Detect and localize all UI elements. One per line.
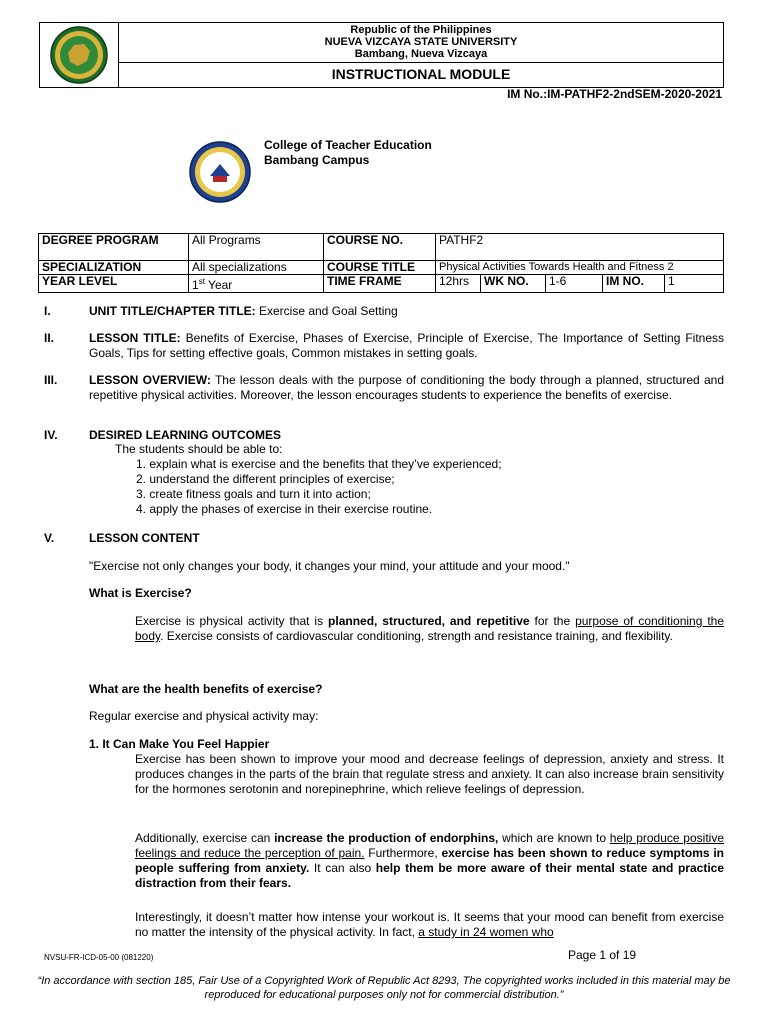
- form-code: NVSU-FR-ICD-05-00 (081220): [44, 953, 154, 962]
- university-name: NUEVA VIZCAYA STATE UNIVERSITY: [324, 36, 518, 48]
- text-span: Exercise is physical activity that is: [135, 614, 329, 628]
- degree-label: DEGREE PROGRAM: [39, 234, 189, 261]
- section-number: I.: [44, 304, 51, 318]
- lesson-title-text: Benefits of Exercise, Phases of Exercise, Principle of Exercise, The Importance of Setting Fitness Goals, Tips for setting effective goals, Common mistakes in setting goals.: [89, 331, 724, 360]
- week-number-label: WK NO.: [481, 275, 546, 293]
- text-span: Interestingly, it doesn’t matter how intense your workout is. It seems that your mood can benefit from exercise no matter the intensity of the physical activity. In fact,: [135, 910, 724, 939]
- what-is-exercise-heading: What is Exercise?: [89, 586, 192, 600]
- learning-outcomes-heading: DESIRED LEARNING OUTCOMES: [89, 428, 282, 442]
- im-number: IM No.:IM-PATHF2-2ndSEM-2020-2021: [507, 87, 722, 101]
- bold-span: increase the production of endorphins,: [274, 831, 499, 845]
- text-span: Furthermore,: [364, 846, 442, 860]
- college-name: College of Teacher Education: [264, 138, 432, 152]
- im-no-label: IM NO.: [603, 275, 665, 293]
- year-level-label: YEAR LEVEL: [39, 275, 189, 293]
- copyright-disclaimer: “In accordance with section 185, Fair Use of a Copyrighted Work of Republic Act 8293, The copyrighted works included in this material may be reproduced for educational purposes only not for commercial distribution.”: [37, 975, 731, 1001]
- text-span: for the: [529, 614, 576, 628]
- year-number: 1: [192, 278, 199, 292]
- document-header: [39, 22, 724, 88]
- college-block: [264, 138, 432, 168]
- health-benefits-heading: What are the health benefits of exercise?: [89, 682, 323, 696]
- time-frame-label: TIME FRAME: [324, 275, 436, 293]
- underlined-span: a study in 24 women who: [418, 925, 554, 939]
- underlined-span: help produce positive feelings and reduce the perception of pain.: [135, 831, 724, 860]
- specialization-label: SPECIALIZATION: [39, 261, 189, 275]
- text-span: Additionally, exercise can: [135, 831, 275, 845]
- year-word: Year: [204, 278, 233, 292]
- text-span: which are known to: [498, 831, 610, 845]
- bold-span: exercise has been shown to reduce symptoms in people suffering from anxiety.: [135, 846, 724, 875]
- time-frame-value: 12hrs: [436, 275, 481, 293]
- unit-title-label: UNIT TITLE/CHAPTER TITLE:: [89, 304, 256, 318]
- lesson-title: [89, 331, 724, 361]
- course-info-table: [38, 233, 724, 293]
- im-no-value: 1: [665, 275, 724, 293]
- exercise-definition: [135, 614, 724, 644]
- benefit-paragraph: Exercise has been shown to improve your mood and decrease feelings of depression, anxiety and stress. It produces changes in the parts of the brain that regulate stress and anxiety. It can also increase brain sensitivity for the hormones serotonin and norepinephrine, which relieve feelings of depression.: [135, 752, 724, 796]
- table-row: [39, 261, 724, 275]
- unit-title: [89, 304, 724, 319]
- lesson-title-label: LESSON TITLE:: [89, 331, 181, 345]
- module-title: INSTRUCTIONAL MODULE: [119, 62, 723, 88]
- list-item: 4. apply the phases of exercise in their exercise routine.: [136, 502, 433, 516]
- benefit-paragraph: [135, 910, 724, 940]
- college-seal-icon: [180, 140, 260, 204]
- header-institution-block: [119, 23, 723, 62]
- lesson-overview: [89, 373, 724, 403]
- list-item: 1. explain what is exercise and the benefits that they’ve experienced;: [136, 457, 502, 471]
- benefit-paragraph: [135, 831, 724, 891]
- college-campus: Bambang Campus: [264, 153, 370, 167]
- section-number: III.: [44, 373, 58, 387]
- republic-text: Republic of the Philippines: [350, 24, 492, 36]
- exercise-quote: "Exercise not only changes your body, it changes your mind, your attitude and your mood.": [89, 559, 570, 573]
- bold-span: help them be more aware of their mental state and practice distraction from their fears.: [135, 861, 724, 890]
- year-suffix: st: [198, 277, 205, 286]
- unit-title-text: Exercise and Goal Setting: [255, 304, 398, 318]
- list-item: 2. understand the different principles of exercise;: [136, 472, 395, 486]
- text-span: . Exercise consists of cardiovascular conditioning, strength and resistance training, and flexibility.: [160, 629, 673, 643]
- learning-outcomes-intro: The students should be able to:: [115, 442, 283, 456]
- specialization-value: All specializations: [189, 261, 324, 275]
- health-benefits-intro: Regular exercise and physical activity may:: [89, 709, 319, 723]
- year-level-value: [189, 275, 324, 293]
- table-row: [39, 234, 724, 261]
- text-span: It can also: [309, 861, 376, 875]
- degree-value: All Programs: [189, 234, 324, 261]
- page-number: Page 1 of 19: [568, 948, 637, 962]
- table-row: [39, 275, 724, 293]
- section-number: V.: [44, 531, 55, 545]
- lesson-content-heading: LESSON CONTENT: [89, 531, 200, 545]
- bold-span: planned, structured, and repetitive: [328, 614, 530, 628]
- list-item: 3. create fitness goals and turn it into action;: [136, 487, 371, 501]
- university-seal-icon: [40, 23, 118, 87]
- learning-outcomes-list: [136, 457, 502, 517]
- campus-address: Bambang, Nueva Vizcaya: [354, 48, 488, 60]
- section-number: II.: [44, 331, 55, 345]
- university-logo-cell: [40, 23, 119, 87]
- course-title-label: COURSE TITLE: [324, 261, 436, 275]
- lesson-overview-text: The lesson deals with the purpose of conditioning the body through a planned, structured and repetitive physical activities. Moreover, the lesson encourages students to experience the benefits of exercise.: [89, 373, 724, 402]
- section-number: IV.: [44, 428, 58, 442]
- course-no-label: COURSE NO.: [324, 234, 436, 261]
- week-number-value: 1-6: [546, 275, 603, 293]
- underlined-span: purpose of conditioning the body: [135, 614, 724, 643]
- course-no-value: PATHF2: [436, 234, 724, 261]
- course-title-value: Physical Activities Towards Health and Fitness 2: [436, 261, 724, 275]
- lesson-overview-label: LESSON OVERVIEW:: [89, 373, 211, 387]
- benefit-heading: 1. It Can Make You Feel Happier: [89, 737, 270, 751]
